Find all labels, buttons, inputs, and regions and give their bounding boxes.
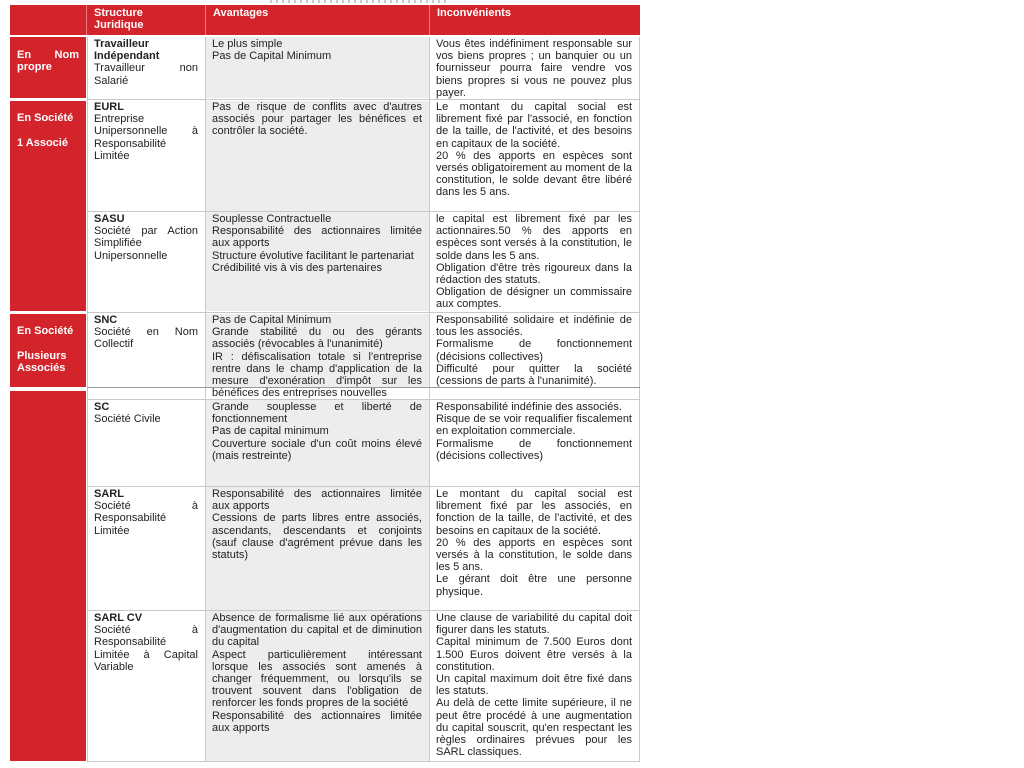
structure-description: Travailleur non Salarié <box>94 62 198 87</box>
structure-cell <box>94 612 198 673</box>
advantage-line: Souplesse Contractuelle <box>212 213 332 225</box>
advantage-line: Aspect particulièrement intéressant lorsque les associés sont amenés à changer fréquemment, ou lorsqu'ils se trouvent souvent dans l'obligation de renforcer les fonds propres de la société <box>212 648 422 710</box>
category-label-1-associe: 1 Associé <box>17 137 68 149</box>
disadvantage-line: Formalisme de fonctionnement (décisions collectives) <box>436 437 632 462</box>
grid-line <box>87 312 640 313</box>
disadvantage-line: Obligation d'être très rigoureux dans la rédaction des statuts. <box>436 261 632 287</box>
disadvantage-line: Responsabilité solidaire et indéfinie de tous les associés. <box>436 314 632 339</box>
grid-line <box>87 486 640 487</box>
advantage-line: Responsabilité des actionnaires limitée aux apports <box>212 225 422 250</box>
grid-line <box>87 399 640 400</box>
disadvantage-line: Vous êtes indéfiniment responsable sur vos biens propres ; un banquier ou un fournisseur pourra faire vendre vos biens propres si vous ne pouvez plus payer. <box>436 38 632 99</box>
grid-line <box>87 610 640 611</box>
disadvantage-line: Le montant du capital social est librement fixé par les associés, en fonction de la taille, de l'activité, et des besoins en capitaux de la société. <box>436 488 632 537</box>
disadvantages-cell <box>436 401 632 462</box>
advantages-cell <box>212 101 422 138</box>
disadvantage-line: Responsabilité indéfinie des associés. <box>436 401 622 413</box>
structure-name: EURL <box>94 101 124 113</box>
advantage-line: Cessions de parts libres entre associés, ascendants, descendants et conjoints (sauf clause d'agrément prévue dans les statuts) <box>212 512 422 562</box>
disadvantages-cell <box>436 213 632 311</box>
advantage-line: Absence de formalisme lié aux opérations d'augmentation du capital et de diminution du capital <box>212 612 422 649</box>
category-label-societe: En Société <box>17 112 74 124</box>
structure-name: Travailleur Indépendant <box>94 38 160 63</box>
category-label-plusieurs-associes: Plusieurs Associés <box>17 350 67 374</box>
structure-name: SARL CV <box>94 612 143 624</box>
grid-line <box>87 211 640 212</box>
advantage-line: Crédibilité vis à vis des partenaires <box>212 261 382 274</box>
disadvantage-line: Une clause de variabilité du capital doit figurer dans les statuts. <box>436 612 632 637</box>
disadvantage-line: Formalisme de fonctionnement (décisions collectives) <box>436 338 632 363</box>
structure-description: Société à Responsabilité Limitée à Capital Variable <box>94 624 198 673</box>
advantage-line: Pas de Capital Minimum <box>212 50 332 63</box>
advantage-line: Responsabilité des actionnaires limitée aux apports <box>212 709 422 734</box>
disadvantages-cell <box>436 101 632 199</box>
structure-name: SASU <box>94 213 125 225</box>
header-avantages: Avantages <box>213 7 269 19</box>
disadvantage-line: le capital est librement fixé par les actionnaires.50 % des apports en espèces sont versés à la constitution, le solde dans les 5 ans. <box>436 213 632 262</box>
advantage-line: Grande stabilité du ou des gérants associés (révocables à l'unanimité) <box>212 326 422 351</box>
advantages-cell <box>212 314 422 398</box>
advantage-line: Pas de capital minimum <box>212 425 329 438</box>
structure-description: Société Civile <box>94 413 161 426</box>
category-label-societe: En Société <box>17 325 74 337</box>
structure-cell <box>94 401 198 425</box>
category-label-nom-propre <box>17 49 79 73</box>
structure-description: Société en Nom Collectif <box>94 326 198 351</box>
structure-description: Entreprise Unipersonnelle à Responsabilité Limitée <box>94 113 198 162</box>
advantage-line: Le plus simple <box>212 38 283 50</box>
category-cell-continued <box>10 391 86 761</box>
header-inconvenients: Inconvénients <box>437 7 511 19</box>
disadvantage-line: Au delà de cette limite supérieure, il ne peut être procédé à une augmentation du capital souscrit, qu'en respectant les règles ordinaires prévues pour les SARL classiques. <box>436 697 632 759</box>
advantage-line: Responsabilité des actionnaires limitée aux apports <box>212 488 422 513</box>
disadvantage-line: Obligation de désigner un commissaire aux comptes. <box>436 286 632 311</box>
header-divider <box>205 5 206 35</box>
advantages-cell <box>212 488 422 561</box>
structure-description: Société par Action Simplifiée Unipersonnelle <box>94 225 198 262</box>
advantage-line: IR : défiscalisation totale si l'entreprise rentre dans le champ d'application de la mesure d'exonération d'impôt sur les bénéfices des entreprises nouvelles <box>212 350 422 398</box>
advantages-cell <box>212 213 422 274</box>
disadvantage-line: Capital minimum de 7.500 Euros dont 1.500 Euros doivent être versés à la constitution. <box>436 636 632 673</box>
structure-cell <box>94 213 198 262</box>
advantage-line: Pas de Capital Minimum <box>212 314 332 326</box>
grid-line <box>87 761 640 762</box>
header-divider <box>429 5 430 35</box>
advantage-line: Couverture sociale d'un coût moins élevé (mais restreinte) <box>212 437 422 462</box>
advantages-cell <box>212 612 422 734</box>
header-divider <box>86 5 87 35</box>
structure-cell <box>94 101 198 162</box>
advantage-line: Pas de risque de conflits avec d'autres associés pour partager les bénéfices et contrôler la société. <box>212 101 422 138</box>
structure-cell <box>94 314 198 351</box>
advantages-cell <box>212 38 422 62</box>
disadvantage-line: Le montant du capital social est librement fixé par l'associé, en fonction de la taille, de l'activité, et des besoins en capitaux de la société. <box>436 101 632 150</box>
advantage-line: Structure évolutive facilitant le partenariat <box>212 249 414 262</box>
disadvantages-cell <box>436 314 632 387</box>
header-structure-juridique: Structure Juridique <box>94 7 144 31</box>
disadvantage-line: Un capital maximum doit être fixé dans les statuts. <box>436 673 632 698</box>
category-cell-societe-1-associe <box>10 101 86 311</box>
disadvantage-line: 20 % des apports en espèces sont versés obligatoirement au moment de la constitution, le solde devant être libéré dans les 5 ans. <box>436 149 632 199</box>
disadvantages-cell <box>436 612 632 758</box>
disadvantage-line: 20 % des apports en espèces sont versés à la constitution, le solde dans les 5 ans. <box>436 536 632 574</box>
category-text: En Nom propre <box>17 49 79 73</box>
advantages-cell <box>212 401 422 462</box>
disadvantage-line: Le gérant doit être une personne physique. <box>436 573 632 598</box>
disadvantages-cell <box>436 488 632 598</box>
disadvantages-cell <box>436 38 632 99</box>
structure-name: SNC <box>94 314 118 326</box>
structure-name: SARL <box>94 488 124 500</box>
structure-cell <box>94 38 198 87</box>
cropped-text-fragment <box>270 0 450 3</box>
structure-description: Société à Responsabilité Limitée <box>94 500 198 537</box>
advantage-line: Grande souplesse et liberté de fonctionnement <box>212 401 422 426</box>
disadvantage-line: Difficulté pour quitter la société (cessions de parts à l'unanimité). <box>436 362 632 388</box>
structure-name: SC <box>94 401 110 413</box>
structure-cell <box>94 488 198 537</box>
grid-line <box>87 99 640 100</box>
disadvantage-line: Risque de se voir requalifier fiscalement en exploitation commerciale. <box>436 413 632 438</box>
